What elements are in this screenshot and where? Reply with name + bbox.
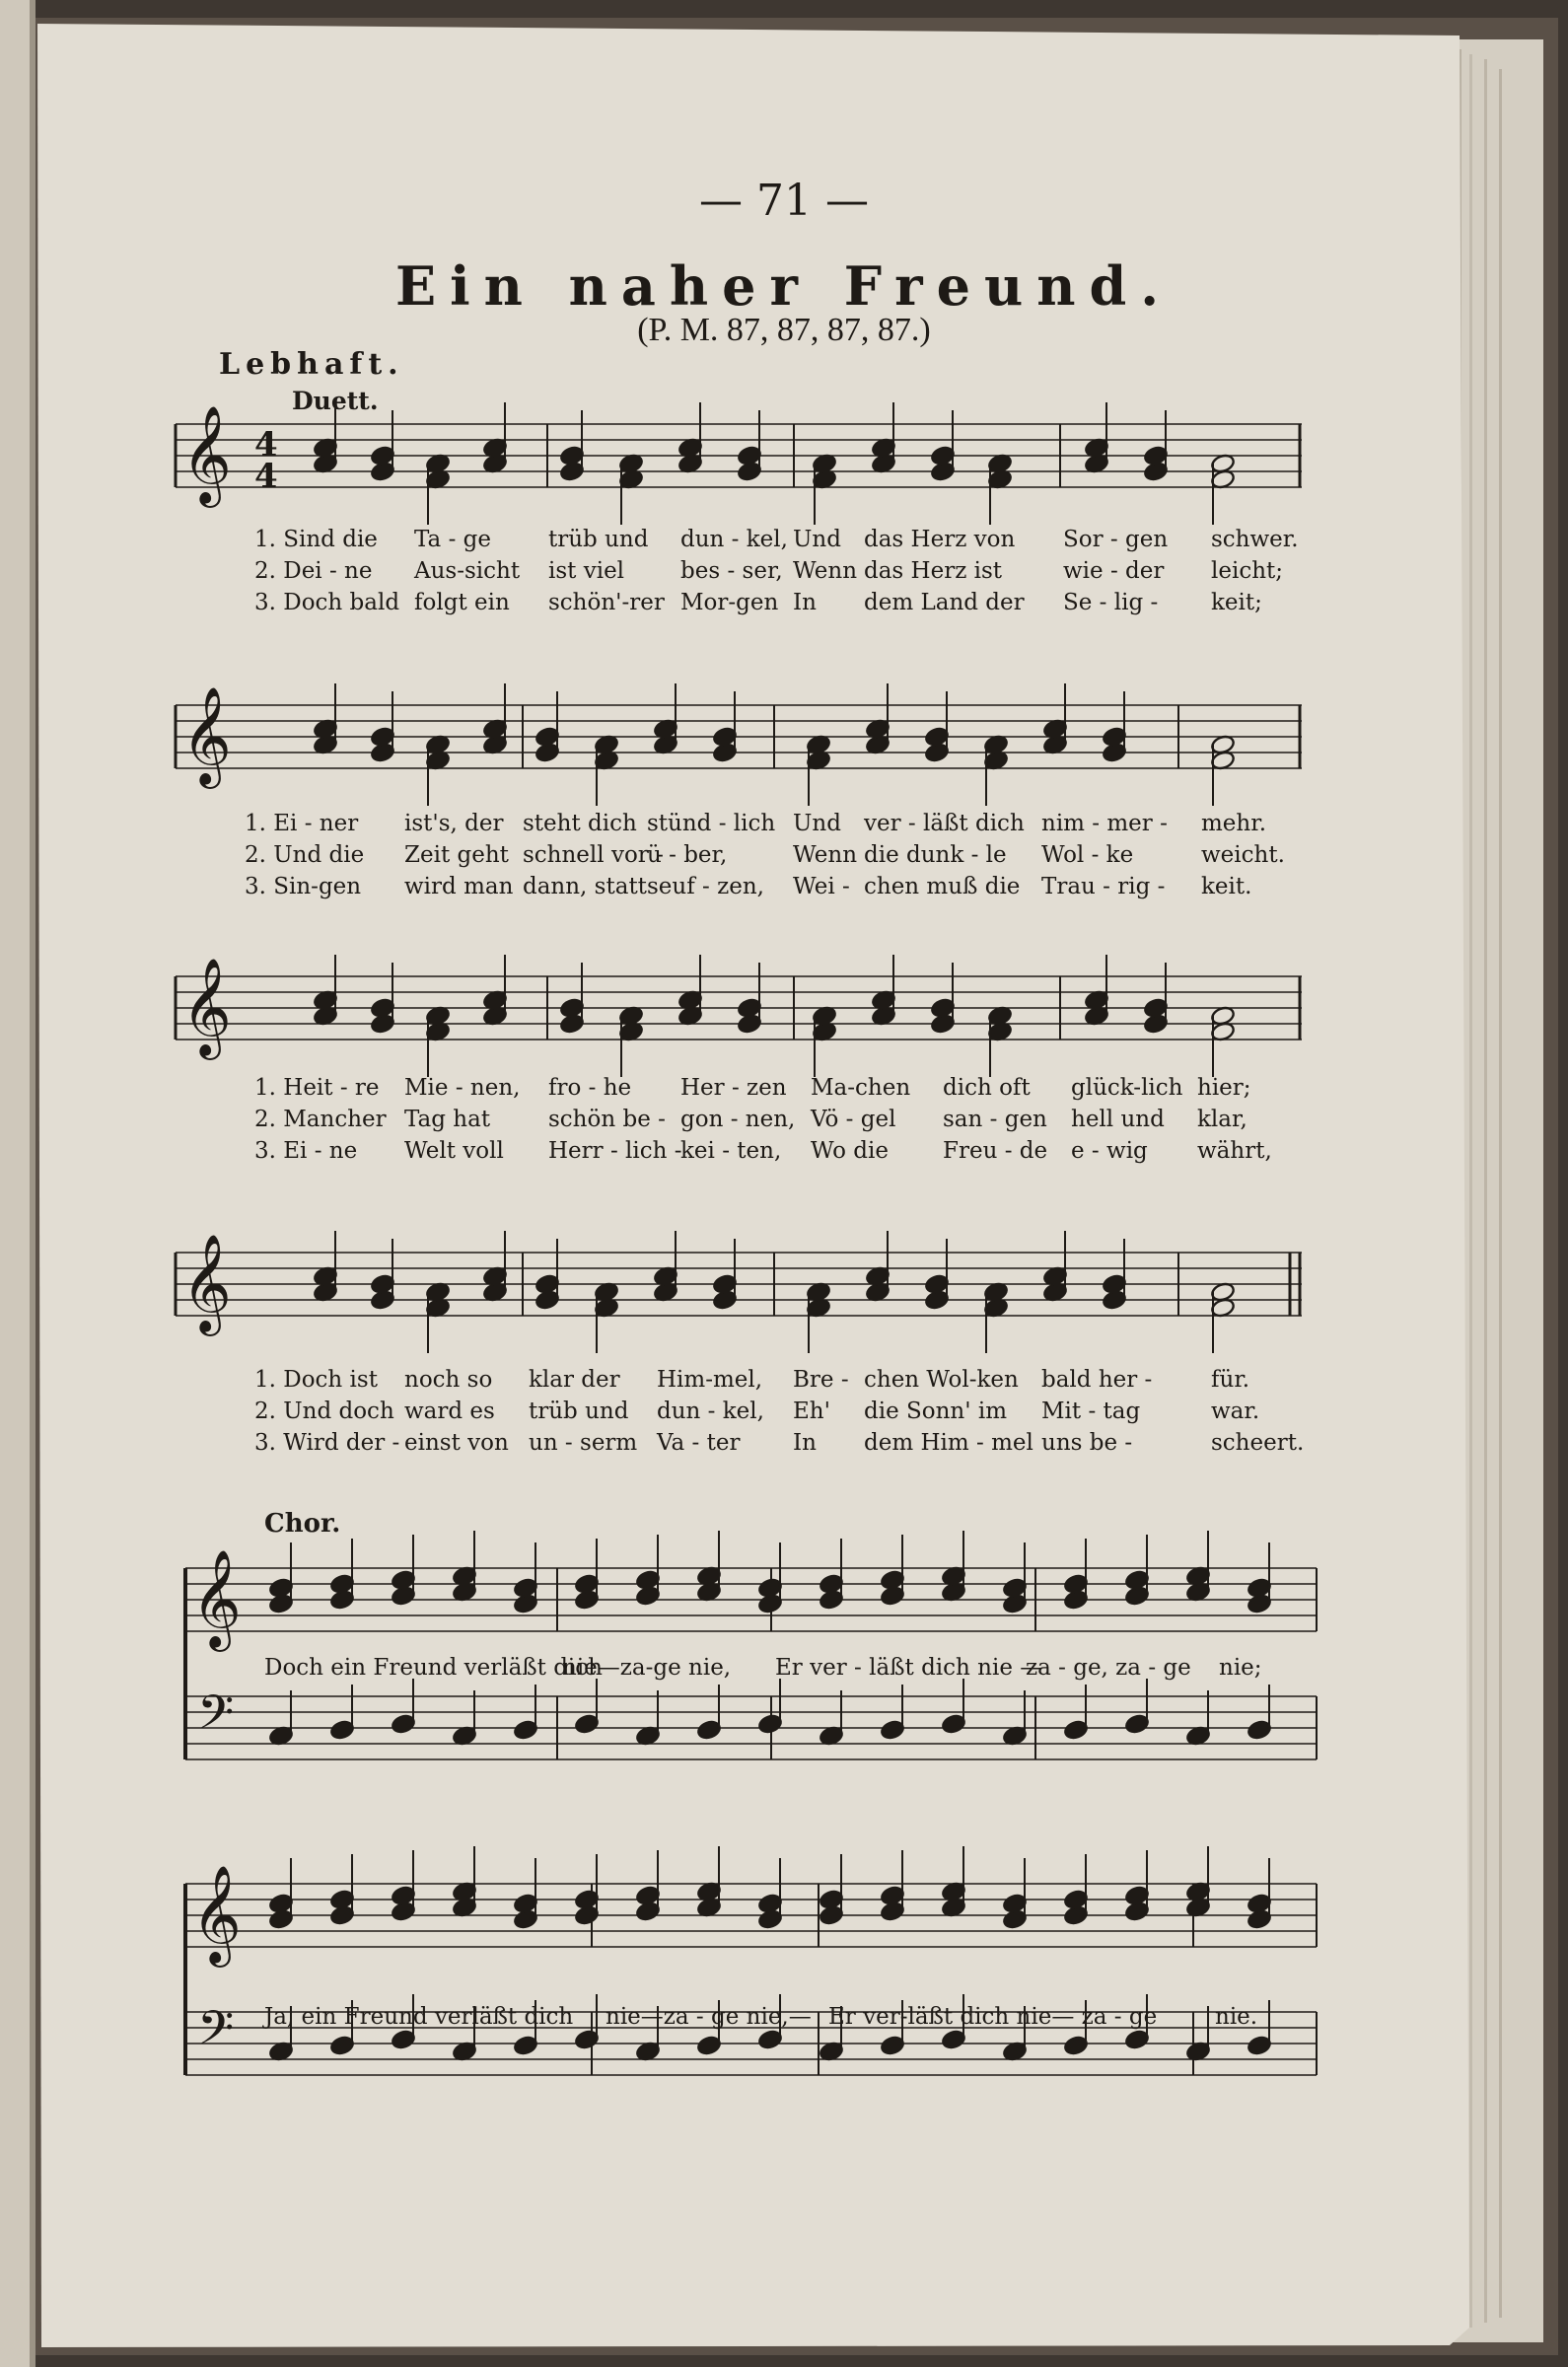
time-signature-top: 4 (254, 425, 278, 465)
lyric-verse-3: dann, statt (523, 874, 647, 899)
lyric-verse-3: Welt voll (404, 1138, 504, 1164)
lyric-verse-1: schwer. (1211, 527, 1299, 552)
lyric-verse-3: 3. Sin-gen (245, 874, 362, 899)
lyric-verse-1: nim - mer - (1041, 811, 1168, 836)
lyric-verse-1: glück-lich (1071, 1075, 1183, 1101)
lyric-verse-1: mehr. (1201, 811, 1267, 836)
lyric-verse-2: Eh' (793, 1399, 830, 1424)
lyric-verse-1: trüb und (548, 527, 649, 552)
lyric-verse-3: keit; (1211, 590, 1262, 615)
lyric-verse-2: san - gen (943, 1107, 1047, 1132)
lyric-verse-2: trüb und (529, 1399, 629, 1424)
lyric-verse-1: Her - zen (680, 1075, 787, 1101)
lyric-verse-3: uns be - (1041, 1430, 1133, 1456)
lyric-verse-3: un - serm (529, 1430, 638, 1456)
duet-label: Duett. (292, 387, 379, 415)
lyric-verse-1: hier; (1197, 1075, 1251, 1101)
lyric-verse-1: Ma-chen (811, 1075, 911, 1101)
lyric-verse-3: schön'-rer (548, 590, 665, 615)
treble-clef: 𝄞 (191, 1549, 242, 1648)
lyric-verse-3: einst von (404, 1430, 509, 1456)
tempo-marking: Lebhaft. (219, 347, 404, 382)
lyric-verse-2: das Herz ist (864, 558, 1003, 584)
meter-indication: (P. M. 87, 87, 87, 87.) (637, 312, 931, 348)
page-title: Ein naher Freund. (394, 254, 1174, 318)
lyric-verse-1: bald her - (1041, 1367, 1153, 1393)
lyric-verse-1: Ta - ge (414, 527, 491, 552)
lyric-verse-3: keit. (1201, 874, 1252, 899)
lyric-verse-2: klar, (1197, 1107, 1247, 1132)
lyric-verse-2: 2. Und doch (254, 1399, 394, 1424)
chorus-lyric: za - ge, za - ge (1026, 1655, 1191, 1681)
bass-clef: 𝄢 (197, 1685, 235, 1752)
lyric-verse-3: Trau - rig - (1041, 874, 1166, 899)
lyric-verse-2: ist viel (548, 558, 625, 584)
lyric-verse-2: Zeit geht (404, 842, 509, 868)
treble-clef: 𝄞 (181, 1234, 232, 1332)
lyric-verse-1: ver - läßt dich (864, 811, 1025, 836)
lyric-verse-1: ist's, der (404, 811, 504, 836)
lyric-verse-2: Wenn (793, 558, 858, 584)
lyric-verse-3: Wo die (811, 1138, 889, 1164)
lyric-verse-2: Wol - ke (1041, 842, 1134, 868)
lyric-verse-1: Und (793, 811, 841, 836)
lyric-verse-1: das Herz von (864, 527, 1016, 552)
lyric-verse-2: schön be - (548, 1107, 666, 1132)
lyric-verse-3: Wei - (793, 874, 850, 899)
lyric-verse-2: Aus-sicht (414, 558, 521, 584)
lyric-verse-1: Mie - nen, (404, 1075, 521, 1101)
lyric-verse-3: Se - lig - (1063, 590, 1159, 615)
lyric-verse-2: wie - der (1063, 558, 1165, 584)
lyric-verse-2: Mit - tag (1041, 1399, 1141, 1424)
lyric-verse-3: chen muß die (864, 874, 1021, 899)
chorus-lyric: Er ver - läßt dich nie — (775, 1655, 1043, 1681)
lyric-verse-1: dich oft (943, 1075, 1031, 1101)
lyric-verse-3: 3. Doch bald (254, 590, 400, 615)
lyric-verse-2: bes - ser, (680, 558, 783, 584)
lyric-verse-3: dem Land der (864, 590, 1025, 615)
lyric-verse-3: 3. Wird der - (254, 1430, 400, 1456)
time-signature-bottom: 4 (254, 457, 278, 496)
lyric-verse-1: fro - he (548, 1075, 632, 1101)
lyric-verse-1: 1. Heit - re (254, 1075, 380, 1101)
lyric-verse-3: dem Him - mel (864, 1430, 1033, 1456)
treble-clef: 𝄞 (181, 686, 232, 785)
lyric-verse-1: stünd - lich (647, 811, 776, 836)
lyric-verse-2: war. (1211, 1399, 1260, 1424)
lyric-verse-3: e - wig (1071, 1138, 1148, 1164)
lyric-verse-1: noch so (404, 1367, 493, 1393)
lyric-verse-2: weicht. (1201, 842, 1285, 868)
lyric-verse-3: kei - ten, (680, 1138, 782, 1164)
lyric-verse-1: klar der (529, 1367, 620, 1393)
lyric-verse-3: Freu - de (943, 1138, 1048, 1164)
treble-clef: 𝄞 (181, 958, 232, 1056)
lyric-verse-2: Vö - gel (811, 1107, 896, 1132)
lyric-verse-3: In (793, 590, 817, 615)
lyric-verse-2: Tag hat (404, 1107, 491, 1132)
lyric-verse-3: wird man (404, 874, 514, 899)
lyric-verse-3: Mor-gen (680, 590, 779, 615)
lyric-verse-2: 2. Mancher (254, 1107, 387, 1132)
lyric-verse-3: seuf - zen, (647, 874, 764, 899)
lyric-verse-2: schnell vor - (523, 842, 664, 868)
chorus-lyric: Er ver-läßt dich nie— za - ge (828, 2004, 1158, 2030)
lyric-verse-3: 3. Ei - ne (254, 1138, 358, 1164)
lyric-verse-1: Him-mel, (657, 1367, 763, 1393)
lyric-verse-3: Va - ter (657, 1430, 741, 1456)
treble-clef: 𝄞 (181, 405, 232, 504)
lyric-verse-2: die dunk - le (864, 842, 1007, 868)
lyric-verse-2: die Sonn' im (864, 1399, 1008, 1424)
lyric-verse-2: gon - nen, (680, 1107, 796, 1132)
lyric-verse-2: Wenn (793, 842, 858, 868)
chorus-lyric: nie—za - ge nie,— (606, 2004, 812, 2030)
chorus-lyric: nie; (1219, 1655, 1262, 1681)
lyric-verse-1: chen Wol-ken (864, 1367, 1019, 1393)
lyric-verse-2: leicht; (1211, 558, 1284, 584)
lyric-verse-2: hell und (1071, 1107, 1165, 1132)
page-number: — 71 — (699, 176, 869, 226)
lyric-verse-1: Bre - (793, 1367, 849, 1393)
lyric-verse-1: 1. Sind die (254, 527, 378, 552)
chorus-lyric: nie. (1215, 2004, 1258, 2030)
lyric-verse-1: 1. Doch ist (254, 1367, 378, 1393)
lyric-verse-2: 2. Dei - ne (254, 558, 373, 584)
lyric-verse-2: ü - ber, (647, 842, 728, 868)
chorus-lyric: nie—za-ge nie, (562, 1655, 732, 1681)
lyric-verse-3: währt, (1197, 1138, 1272, 1164)
lyric-verse-3: In (793, 1430, 817, 1456)
lyric-verse-2: ward es (404, 1399, 495, 1424)
chorus-lyric: Ja, ein Freund verläßt dich (264, 2004, 574, 2030)
chorus-label: Chor. (264, 1509, 341, 1539)
lyric-verse-3: Herr - lich - (548, 1138, 682, 1164)
lyric-verse-1: steht dich (523, 811, 637, 836)
chorus-lyric: Doch ein Freund verläßt dich (264, 1655, 603, 1681)
lyric-verse-1: für. (1211, 1367, 1250, 1393)
bass-clef: 𝄢 (197, 2000, 235, 2067)
lyric-verse-2: dun - kel, (657, 1399, 764, 1424)
lyric-verse-1: Sor - gen (1063, 527, 1169, 552)
lyric-verse-1: 1. Ei - ner (245, 811, 359, 836)
treble-clef: 𝄞 (191, 1865, 242, 1964)
lyric-verse-2: 2. Und die (245, 842, 365, 868)
lyric-verse-3: scheert. (1211, 1430, 1305, 1456)
lyric-verse-1: dun - kel, (680, 527, 788, 552)
lyric-verse-1: Und (793, 527, 841, 552)
lyric-verse-3: folgt ein (414, 590, 510, 615)
